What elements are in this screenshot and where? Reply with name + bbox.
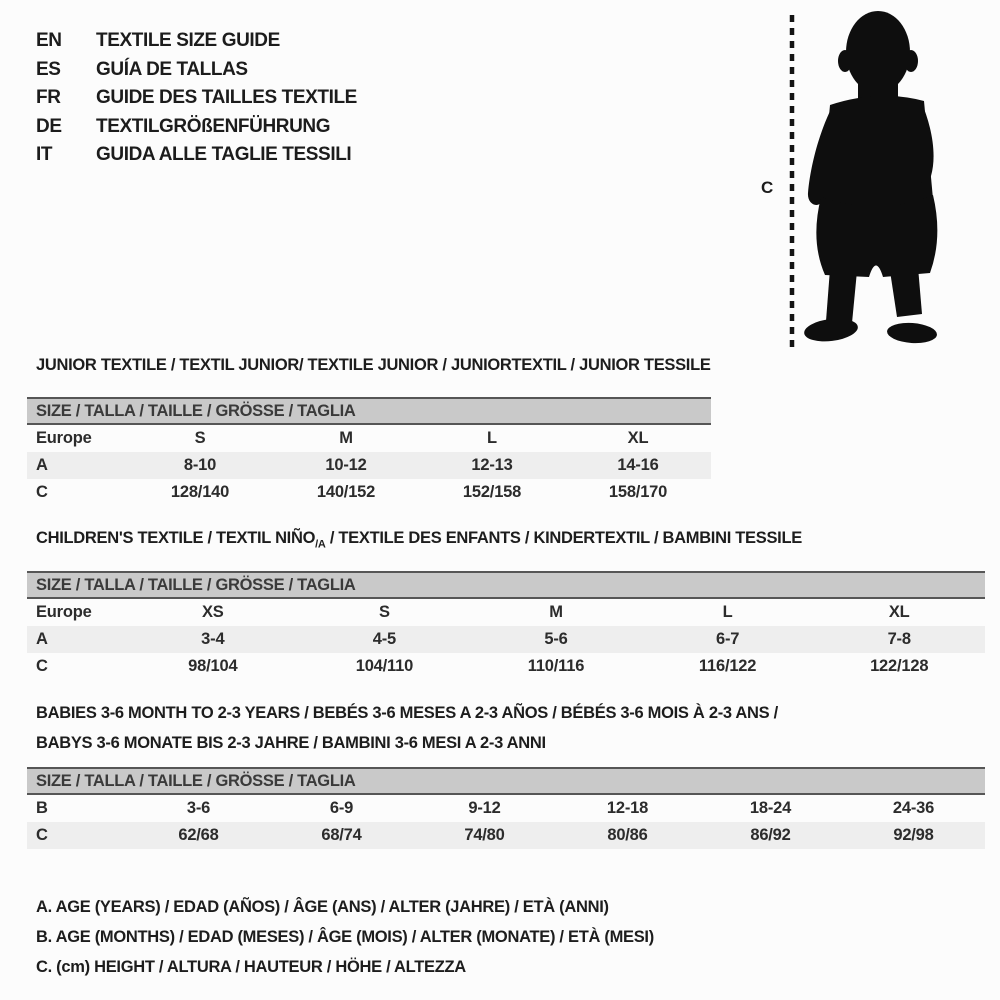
junior-size-table: [27, 397, 711, 506]
row-label: C: [36, 826, 48, 844]
row-label: Europe: [36, 429, 92, 447]
table-row-europe: [27, 599, 985, 626]
table-cell: 104/110: [355, 657, 414, 675]
table-cell: 122/128: [870, 657, 929, 675]
table-cell: 62/68: [178, 826, 219, 844]
table-cell: 4-5: [372, 630, 397, 648]
table-row-age: [27, 452, 711, 479]
table-cell: 7-8: [887, 630, 911, 648]
babies-size-table: [27, 767, 985, 849]
table-cell: 3-4: [201, 630, 225, 648]
table-cell: 74/80: [464, 826, 505, 844]
language-code: DE: [36, 115, 62, 137]
size-header-bar: SIZE / TALLA / TAILLE / GRÖSSE / TAGLIA: [27, 767, 985, 795]
title-part: CHILDREN'S TEXTILE / TEXTIL NIÑO: [36, 529, 316, 547]
table-cell: 6-9: [329, 799, 354, 817]
language-title: GUÍA DE TALLAS: [96, 58, 248, 80]
table-cell: 158/170: [608, 483, 668, 501]
table-cell: 98/104: [188, 657, 238, 675]
table-cell: M: [549, 603, 563, 621]
table-cell: 14-16: [617, 456, 659, 474]
table-cell: XL: [627, 429, 649, 447]
section-title-children: [36, 529, 802, 550]
language-code: IT: [36, 144, 53, 166]
height-figure: [752, 3, 987, 355]
table-cell: 12-18: [606, 799, 649, 817]
children-size-table: [27, 571, 985, 680]
table-row-europe: [27, 425, 711, 452]
table-cell: 3-6: [186, 799, 211, 817]
row-label: A: [36, 630, 48, 648]
row-label: B: [36, 799, 48, 817]
language-title: GUIDE DES TAILLES TEXTILE: [96, 87, 357, 109]
language-row-es: [36, 56, 357, 85]
language-code: FR: [36, 87, 61, 109]
table-cell: 5-6: [544, 630, 568, 648]
language-row-it: [36, 141, 357, 170]
footnote-c: C. (cm) HEIGHT / ALTURA / HAUTEUR / HÖHE / ALTEZZA: [36, 958, 466, 976]
size-header-bar: SIZE / TALLA / TAILLE / GRÖSSE / TAGLIA: [27, 571, 985, 599]
table-cell: 140/152: [316, 483, 376, 501]
table-row-height: [27, 653, 985, 680]
language-title: GUIDA ALLE TAGLIE TESSILI: [96, 144, 352, 166]
table-cell: L: [722, 603, 733, 621]
table-row-age-months: [27, 795, 985, 822]
table-cell: 128/140: [170, 483, 230, 501]
section-title-babies: BABIES 3-6 MONTH TO 2-3 YEARS / BEBÉS 3-6 MESES A 2-3 AÑOS / BÉBÉS 3-6 MOIS À 2-3 ANS / BABYS 3-6 MONATE BIS 2-3 JAHRE / BAMBINI 3-6 MESI A 2-3 ANNI: [36, 704, 778, 752]
table-cell: M: [339, 429, 353, 447]
table-cell: 116/122: [698, 657, 757, 675]
table-cell: 92/98: [893, 826, 934, 844]
language-row-fr: [36, 84, 357, 113]
title-part: / TEXTILE DES ENFANTS / KINDERTEXTIL / BAMBINI TESSILE: [325, 529, 802, 547]
table-cell: XS: [201, 603, 224, 621]
row-label: A: [36, 456, 48, 474]
language-row-en: [36, 27, 357, 56]
footnote-a: A. AGE (YEARS) / EDAD (AÑOS) / ÂGE (ANS) / ALTER (JAHRE) / ETÀ (ANNI): [36, 898, 609, 916]
size-header-bar: SIZE / TALLA / TAILLE / GRÖSSE / TAGLIA: [27, 397, 711, 425]
language-title: TEXTILE SIZE GUIDE: [96, 30, 280, 52]
height-measure-label: C: [761, 178, 774, 197]
table-cell: 8-10: [183, 456, 217, 474]
footnotes: [36, 892, 654, 982]
table-cell: 152/158: [462, 483, 522, 501]
table-cell: 6-7: [715, 630, 740, 648]
table-row-age: [27, 626, 985, 653]
table-cell: 24-36: [892, 799, 935, 817]
language-code: ES: [36, 58, 61, 80]
table-cell: 18-24: [749, 799, 792, 817]
table-cell: 9-12: [468, 799, 501, 817]
table-cell: XL: [888, 603, 910, 621]
section-title-junior: JUNIOR TEXTILE / TEXTIL JUNIOR/ TEXTILE JUNIOR / JUNIORTEXTIL / JUNIOR TESSILE: [36, 356, 711, 374]
toddler-figure-svg: [752, 3, 987, 355]
table-cell: 12-13: [471, 456, 513, 474]
table-row-height: [27, 479, 711, 506]
table-cell: 80/86: [607, 826, 648, 844]
toddler-silhouette: [803, 11, 938, 345]
table-cell: 110/116: [527, 657, 585, 675]
row-label: C: [36, 483, 48, 501]
table-cell: 86/92: [750, 826, 791, 844]
row-label: C: [36, 657, 48, 675]
table-cell: S: [378, 603, 390, 621]
language-code: EN: [36, 30, 62, 52]
table-row-height: [27, 822, 985, 849]
table-cell: 10-12: [325, 456, 367, 474]
table-cell: L: [487, 429, 497, 447]
row-label: Europe: [36, 603, 92, 621]
footnote-b: B. AGE (MONTHS) / EDAD (MESES) / ÂGE (MOIS) / ALTER (MONATE) / ETÀ (MESI): [36, 928, 654, 946]
language-title-list: [36, 27, 357, 170]
language-row-de: [36, 113, 357, 142]
language-title: TEXTILGRÖßENFÜHRUNG: [96, 115, 331, 137]
table-cell: S: [194, 429, 206, 447]
table-cell: 68/74: [321, 826, 362, 844]
title-subscript: /A: [315, 538, 326, 551]
